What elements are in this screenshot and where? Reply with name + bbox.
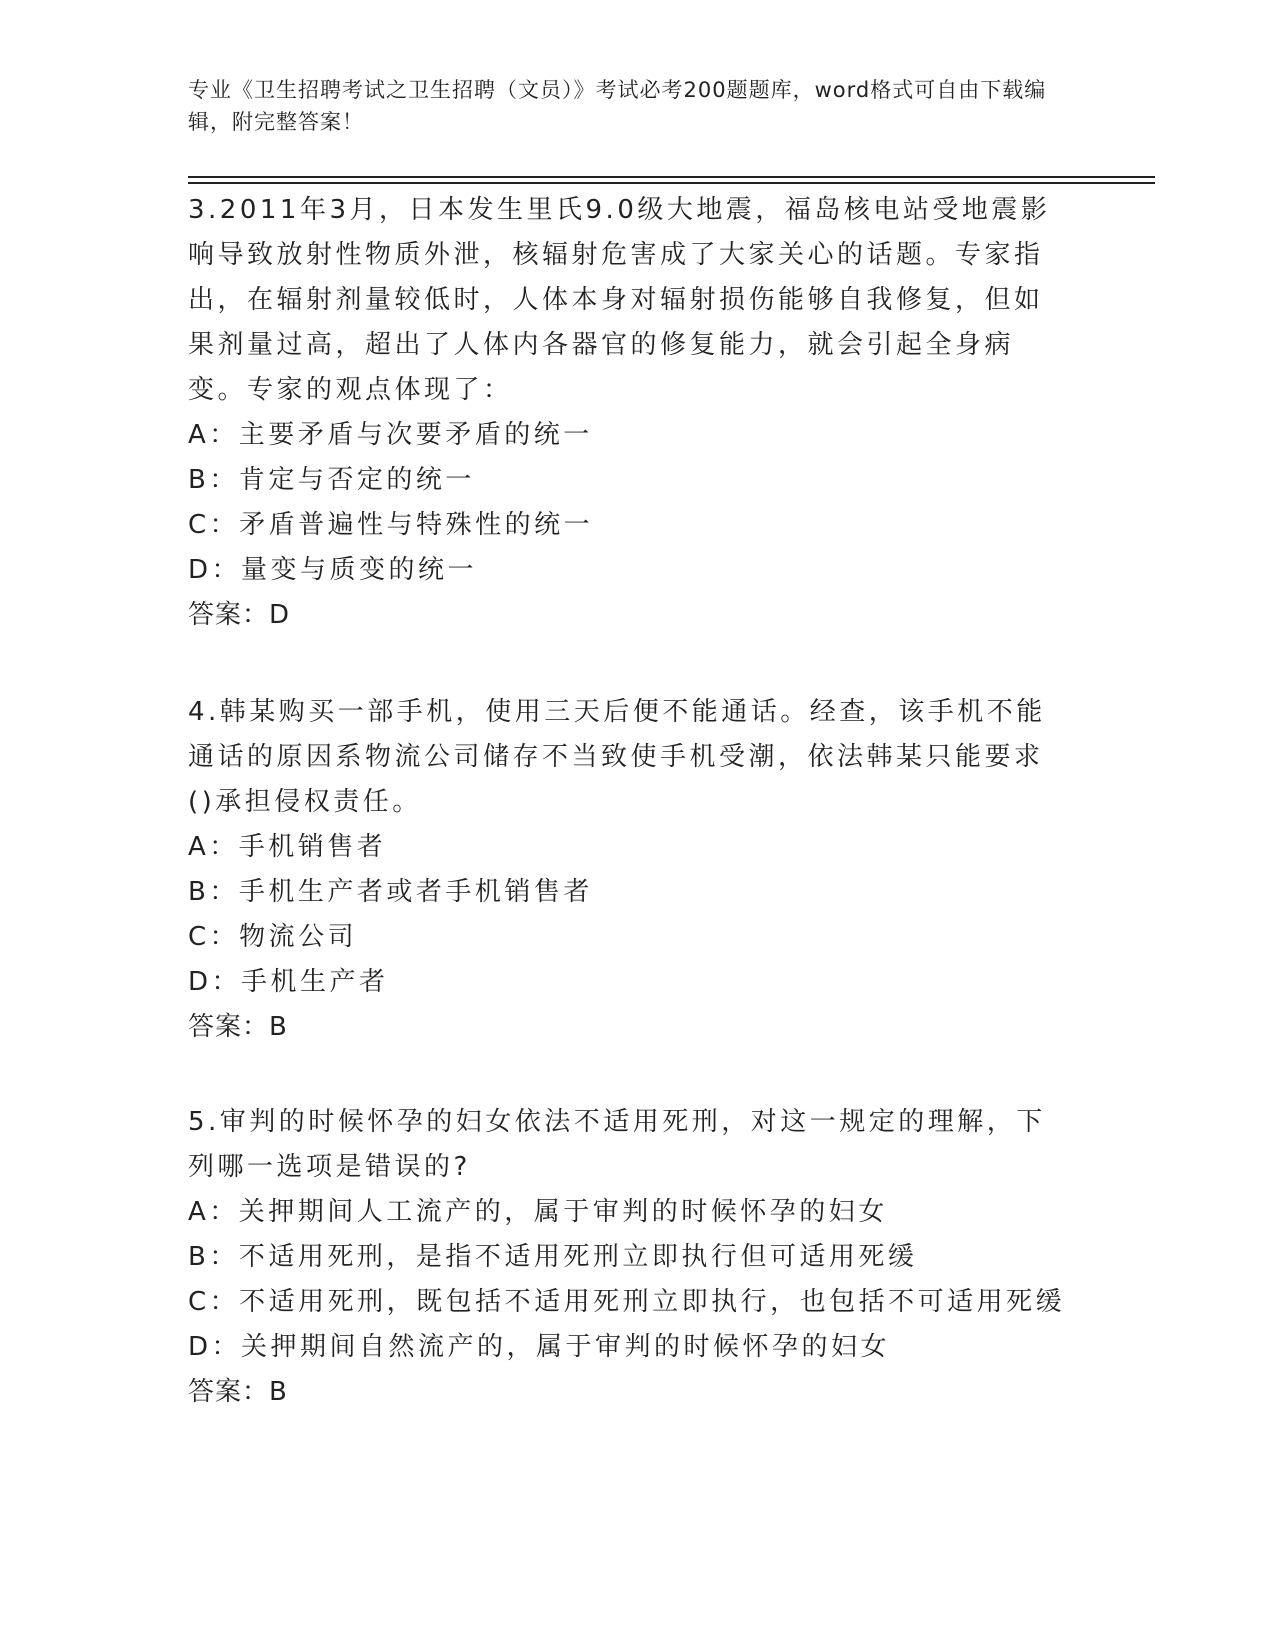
question-stem: 5.审判的时候怀孕的妇女依法不适用死刑，对这一规定的理解，下列哪一选项是错误的?: [188, 1107, 1046, 1182]
header-divider-top: [188, 176, 1155, 178]
answer-line: 答案：B: [188, 1377, 288, 1407]
question-3: [188, 188, 1068, 638]
option-c: C：矛盾普遍性与特殊性的统一: [188, 510, 594, 540]
option-c: C：不适用死刑，既包括不适用死刑立即执行，也包括不可适用死缓: [188, 1287, 1066, 1317]
question-5: [188, 1100, 1068, 1415]
option-a: A：关押期间人工流产的，属于审判的时候怀孕的妇女: [188, 1197, 888, 1227]
document-header: 专业《卫生招聘考试之卫生招聘（文员）》考试必考200题题库，word格式可自由下载编辑，附完整答案！: [188, 78, 1047, 134]
question-stem: 4.韩某购买一部手机，使用三天后便不能通话。经查，该手机不能通话的原因系物流公司储存不当致使手机受潮，依法韩某只能要求()承担侵权责任。: [188, 697, 1046, 817]
question-4: [188, 690, 1068, 1050]
option-a: A：主要矛盾与次要矛盾的统一: [188, 420, 593, 450]
question-stem: 3.2011年3月，日本发生里氏9.0级大地震，福岛核电站受地震影响导致放射性物质外泄，核辐射危害成了大家关心的话题。专家指出，在辐射剂量较低时，人体本身对辐射损伤能够自我修复，但如果剂量过高，超出了人体内各器官的修复能力，就会引起全身病变。专家的观点体现了：: [188, 195, 1051, 405]
answer-line: 答案：B: [188, 1012, 288, 1042]
header-divider-bottom: [188, 182, 1155, 184]
option-b: B：手机生产者或者手机销售者: [188, 877, 593, 907]
option-d: D：关押期间自然流产的，属于审判的时候怀孕的妇女: [188, 1332, 891, 1362]
option-d: D：量变与质变的统一: [188, 555, 478, 585]
option-b: B：不适用死刑，是指不适用死刑立即执行但可适用死缓: [188, 1242, 918, 1272]
option-a: A：手机销售者: [188, 832, 387, 862]
option-c: C：物流公司: [188, 922, 358, 952]
answer-line: 答案：D: [188, 600, 291, 630]
option-b: B：肯定与否定的统一: [188, 465, 475, 495]
option-d: D：手机生产者: [188, 967, 389, 997]
